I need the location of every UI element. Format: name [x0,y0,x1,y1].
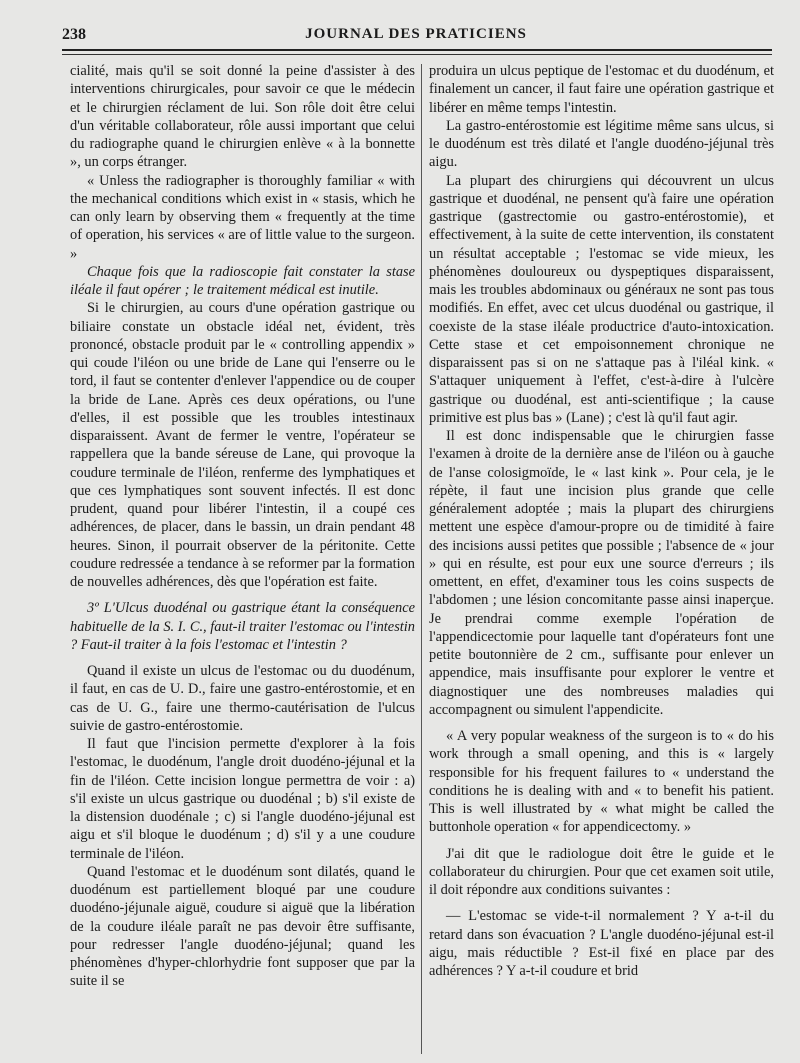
paragraph: J'ai dit que le radiologue doit être le guide et le collaborateur du chirurgien. Pour que cet examen soit utile, il doit répondre aux conditions suivantes : [429,845,774,898]
english-quote: « Unless the radiographer is thoroughly familiar « with the mechanical conditions which exist in « stasis, which he can only learn by observing them « frequently at the time of operation, his services « are of little value to the surgeon. » [70,172,415,262]
journal-title: JOURNAL DES PRATICIENS [305,26,527,42]
paragraph: — L'estomac se vide-t-il normalement ? Y a-t-il du retard dans son évacuation ? L'angle duodéno-jéjunal est-il aigu, mais réductible ? Est-il fixé en place par des adhérences ? Y a-t-il coudure et brid [429,908,774,979]
right-column [429,62,774,980]
section-heading: 3º L'Ulcus duodénal ou gastrique étant la conséquence habituelle de la S. I. C., faut-il traiter l'estomac ou l'intestin ? Faut-il traiter à la fois l'estomac et l'intestin ? [70,600,415,653]
paragraph: produira un ulcus peptique de l'estomac et du duodénum, et finalement un cancer, il faut faire une opération gastrique et libérer en même temps l'intestin. [429,63,774,116]
paragraph: cialité, mais qu'il se soit donné la peine d'assister à des interventions chirurgicales, pour savoir ce que le médecin et le chirurgien réclament de lui. Son rôle doit être celui d'un véritable collaborateur, rôle aussi important que celui du radiographe quand le chirurgien enlève « à la bonnette », un corps étranger. [70,63,415,171]
paragraph: Quand l'estomac et le duodénum sont dilatés, quand le duodénum est partiellement bloqué par une coudure duodéno-jéjunale aiguë, coudure si aiguë que la libération de la coudure iléale paraît ne pas devoir être suffisante, pour redresser l'angle duodéno-jéjunal; quand les phénomènes d'hyper-chlorhydrie font supposer que par la suite il se [70,863,415,990]
paragraph: Si le chirurgien, au cours d'une opération gastrique ou biliaire constate un obstacle idéal net, évident, très prononcé, obstacle produit par le « controlling appendix » qui coude l'iléon ou une bride de Lane qui l'enserre ou le tord, il faut se contenter d'enlever l'appendice ou de couper la bride de Lane. Après ces deux opérations, ou l'une d'elles, il est possible que les troubles intestinaux disparaissent. Avant de fermer le ventre, l'opérateur se rappellera que la bande séreuse de Lane, qui provoque la coudure terminale de l'iléon, renferme des lymphatiques et que ces lymphatiques sont souvent infectés. Il est donc prudent, quand pour libérer l'intestin, il a coupé ces adhérences, de placer, dans le bassin, un drain pendant 48 heures. Sinon, il pourrait observer de la péritonite. Cette coudure redressée a tendance à se reformer par la formation de nouvelles adhérences, dès que l'opération est faite. [70,300,415,590]
paragraph: Quand il existe un ulcus de l'estomac ou du duodénum, il faut, en cas de U. D., faire une gastro-entérostomie, et en cas de U. G., faire une thermo-cautérisation de l'ulcus suivie de gastro-entérostomie. [70,663,415,734]
paragraph: Il est donc indispensable que le chirurgien fasse l'examen à droite de la dernière anse de l'iléon ou à gauche de l'anse colosigmoïde, le « last kink ». Pour cela, je le répète, il faut une incision plus grande que celle généralement adoptée ; mais la plupart des chirurgiens mettent une espèce d'amour-propre ou de timidité à faire des incisions aussi petites que possible ; l'absence de « jour » qui en résulte, est pour eux une source d'erreurs ; ils omettent, en effet, d'examiner tous les coins suspects de l'abdomen ; une lésion concomitante passe ainsi inaperçue. Je prendrai comme exemple l'opération de l'appendicectomie pour laquelle tant d'opérateurs font une petite boutonnière de 2 cm., suffisante pour enlever un appendice, mais insuffisante pour explorer le ventre et diagnostiquer une des nombreuses maladies qui accompagnent ou simulent l'appendicite. [429,428,774,718]
left-column [70,62,415,991]
column-divider [421,64,422,1054]
paragraph: La gastro-entérostomie est légitime même sans ulcus, si le duodénum est très dilaté et l'angle duodéno-jéjunal très aigu. [429,117,774,171]
paragraph: Il faut que l'incision permette d'explorer à la fois l'estomac, le duodénum, l'angle droit duodéno-jéjunal et la fin de l'iléon. Cette incision longue permettra de voir : a) s'il existe un ulcus gastrique ou duodénal ; b) s'il existe de la distension duodénale ; c) si l'angle duodéno-jéjunal est aigu et s'il bloque le duodénum ; d) s'il y a une coudure terminale de l'iléon. [70,736,415,862]
header-rule-thin [62,54,772,55]
paragraph: La plupart des chirurgiens qui découvrent un ulcus gastrique et duodénal, ne pensent qu'à faire une opération gastrique (gastrectomie ou gastro-entérostomie), et effectivement, à la suite de cette intervention, ils constatent un résultat acceptable ; l'estomac se vide mieux, les phénomènes douloureux ou dyspeptiques disparaissent, mais les troubles abdominaux ou généraux ne sont pas tous modifiés. En effet, avec cet ulcus duodénal ou gastrique, il coexiste de la stase iléale productrice d'auto-intoxication. Cette stase et cet empoisonnement chronique ne disparaissent pas si on ne s'attaque pas à l'iléal kink. « S'attaquer uniquement à l'effet, c'est-à-dire à l'ulcère gastrique ou duodénal, est anti-scientifique ; la cause primitive est plus bas » (Lane) ; c'est là qu'il faut agir. [429,172,774,426]
page-header [62,26,770,48]
english-quote: « A very popular weakness of the surgeon is to « do his work through a small opening, and this is « largely responsible for his frequent failures to « understand the conditions he is dealing with and « to benefit his patient. This is well illustrated by « what might be called the buttonhole operation « for appendicectomy. » [429,728,774,836]
italic-statement: Chaque fois que la radioscopie fait constater la stase iléale il faut opérer ; le traitement médical est inutile. [70,263,415,298]
page-number: 238 [62,26,86,43]
header-rule-thick [62,49,772,51]
